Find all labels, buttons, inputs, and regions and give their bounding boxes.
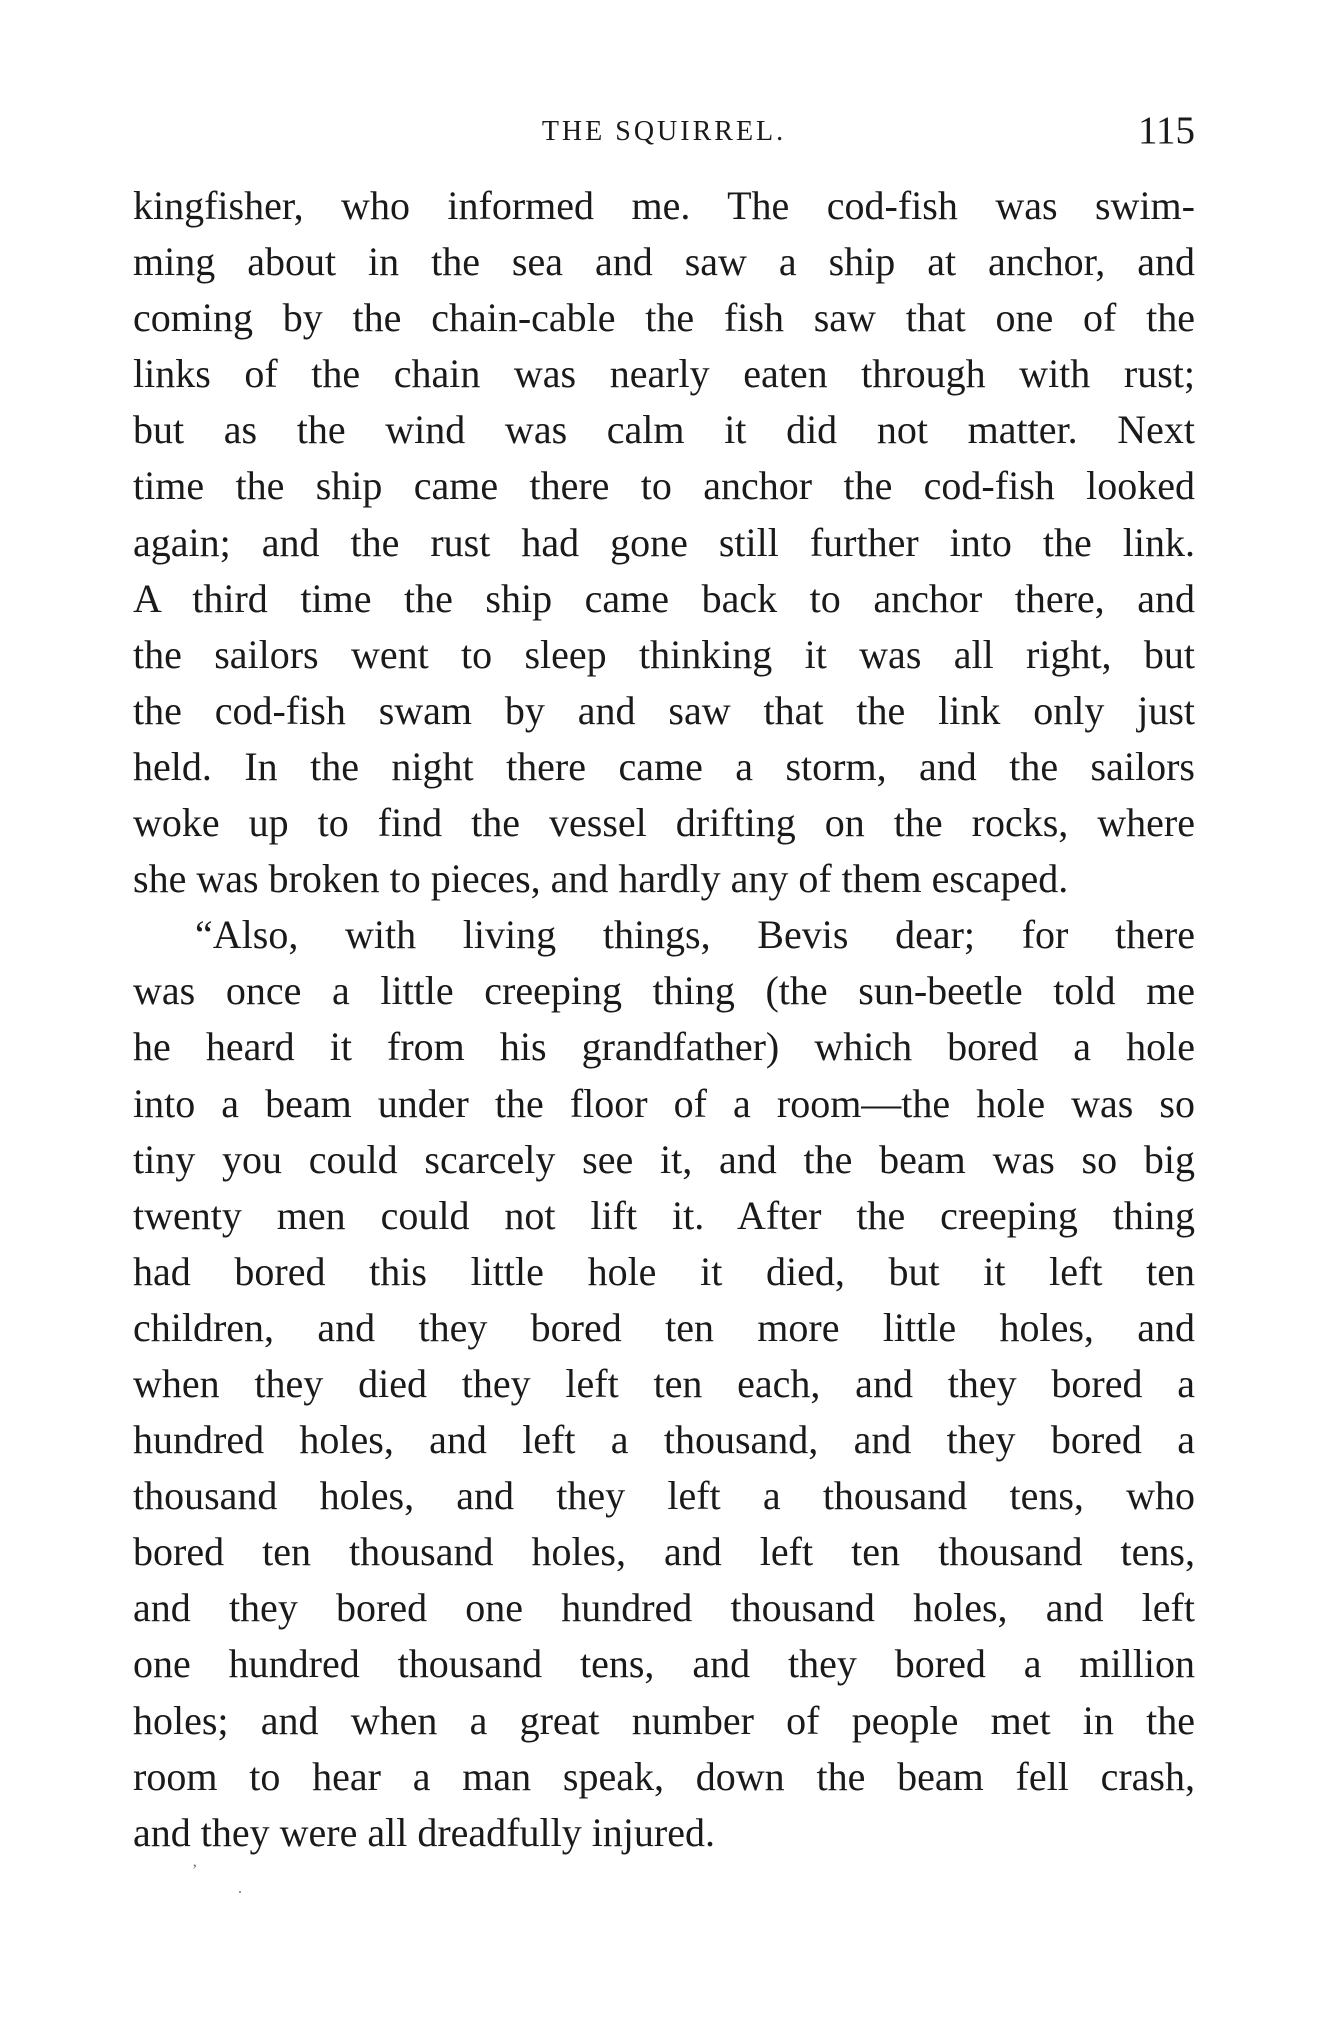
text-line: thousand holes, and they left a thousand tens, who [133, 1473, 1195, 1519]
text-line: had bored this little hole it died, but it left ten [133, 1248, 1195, 1294]
text-line: but as the wind was calm it did not matter. Next [133, 407, 1195, 453]
text-line: when they died they left ten each, and they bored a [133, 1360, 1195, 1406]
page-number: 115 [1137, 109, 1195, 152]
text-line: tiny you could scarcely see it, and the beam was so big [133, 1136, 1195, 1182]
text-line: the cod-fish swam by and saw that the link only just [133, 687, 1195, 733]
print-speck: ’ [192, 1862, 198, 1879]
paragraph-end-line: and they were all dreadfully injured. [133, 1809, 715, 1855]
paragraph-start-line: “Also, with living things, Bevis dear; for there [195, 912, 1195, 958]
paragraph-end-line: she was broken to pieces, and hardly any of them escaped. [133, 856, 1069, 902]
text-line: and they bored one hundred thousand holes, and left [133, 1585, 1195, 1631]
text-line: bored ten thousand holes, and left ten thousand tens, [133, 1529, 1195, 1575]
text-line: holes; and when a great number of people met in the [133, 1697, 1195, 1743]
text-line: coming by the chain-cable the fish saw that one of the [133, 295, 1195, 341]
text-line: time the ship came there to anchor the cod-fish looked [133, 463, 1195, 509]
text-line: again; and the rust had gone still further into the link. [133, 519, 1195, 565]
text-line: one hundred thousand tens, and they bored a million [133, 1641, 1195, 1687]
text-line: hundred holes, and left a thousand, and they bored a [133, 1417, 1195, 1463]
text-line: held. In the night there came a storm, and the sailors [133, 743, 1195, 789]
text-line: woke up to find the vessel drifting on the rocks, where [133, 800, 1195, 846]
text-line: A third time the ship came back to anchor there, and [133, 575, 1195, 621]
text-line: was once a little creeping thing (the sun-beetle told me [133, 968, 1195, 1014]
text-line: the sailors went to sleep thinking it was all right, but [133, 631, 1195, 677]
text-line: ming about in the sea and saw a ship at anchor, and [133, 239, 1195, 285]
text-line: links of the chain was nearly eaten through with rust; [133, 351, 1195, 397]
text-line: into a beam under the floor of a room—the hole was so [133, 1080, 1195, 1126]
text-line: children, and they bored ten more little holes, and [133, 1304, 1195, 1350]
running-head [133, 108, 1195, 158]
text-line: kingfisher, who informed me. The cod-fish was swim- [133, 183, 1195, 228]
running-title: THE SQUIRREL. [541, 116, 787, 147]
text-line: he heard it from his grandfather) which bored a hole [133, 1024, 1195, 1070]
text-line: room to hear a man speak, down the beam fell crash, [133, 1753, 1195, 1799]
body-text [133, 178, 1195, 1861]
text-line: twenty men could not lift it. After the creeping thing [133, 1192, 1195, 1238]
print-speck: . [238, 1880, 242, 1897]
